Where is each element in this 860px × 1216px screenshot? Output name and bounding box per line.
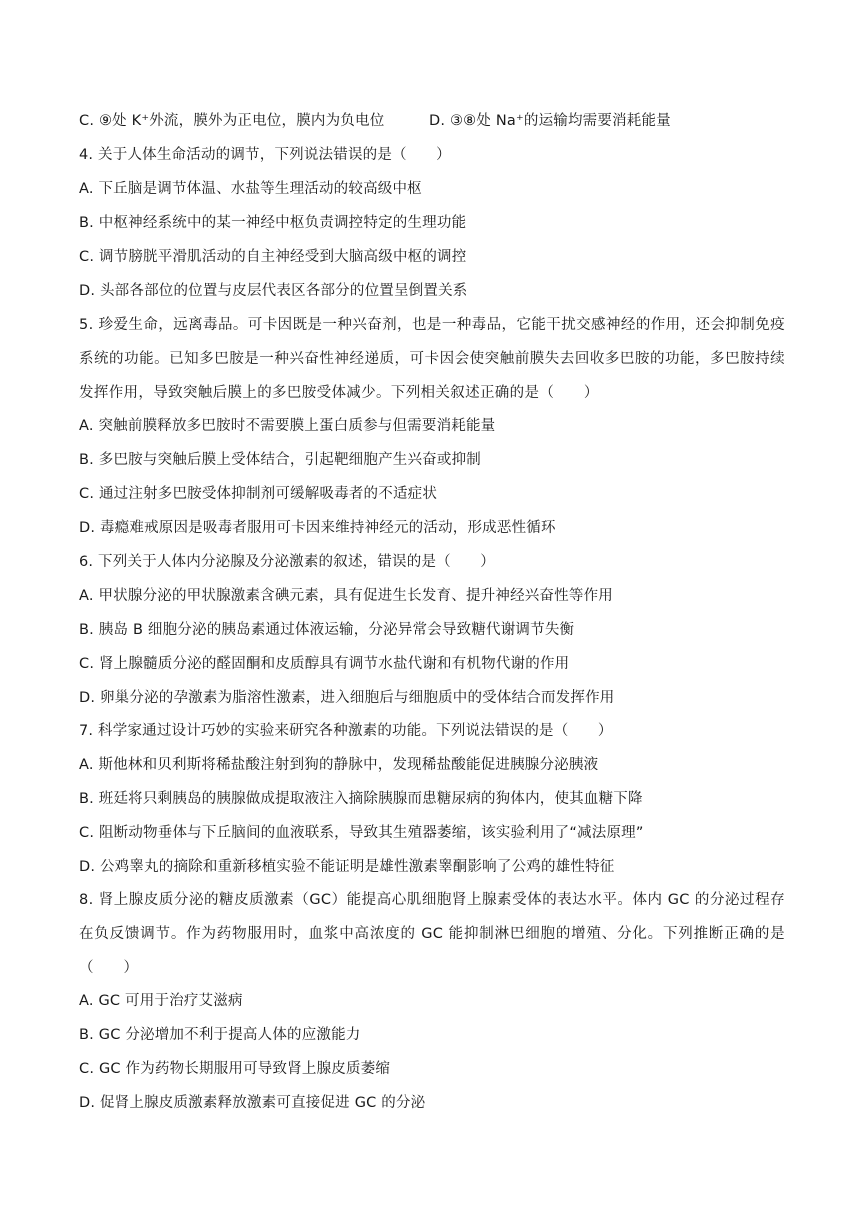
q6-option-d: D. 卵巢分泌的孕激素为脂溶性激素，进入细胞后与细胞质中的受体结合而发挥作用 bbox=[79, 690, 615, 706]
q5-option-b: B. 多巴胺与突触后膜上受体结合，引起靶细胞产生兴奋或抑制 bbox=[79, 452, 481, 468]
q5-stem: 5. 珍爱生命，远离毒品。可卡因既是一种兴奋剂，也是一种毒品，它能干扰交感神经的作用，还会抑制免疫系统的功能。已知多巴胺是一种兴奋性神经递质，可卡因会使突触前膜失去回收多巴胺的功能，多巴胺持续发挥作用，导致突触后膜上的多巴胺受体减少。下列相关叙述正确的是（ ） bbox=[79, 317, 785, 401]
q4-option-d: D. 头部各部位的位置与皮层代表区各部分的位置呈倒置关系 bbox=[79, 283, 468, 299]
q4-option-a: A. 下丘脑是调节体温、水盐等生理活动的较高级中枢 bbox=[79, 181, 422, 197]
q5-option-c: C. 通过注射多巴胺受体抑制剂可缓解吸毒者的不适症状 bbox=[79, 486, 438, 502]
q7-option-c: C. 阻断动物垂体与下丘脑间的血液联系，导致其生殖器萎缩，该实验利用了“减法原理” bbox=[79, 825, 644, 841]
q8-option-a: A. GC 可用于治疗艾滋病 bbox=[79, 993, 243, 1009]
q6-option-c: C. 肾上腺髓质分泌的醛固酮和皮质醇具有调节水盐代谢和有机物代谢的作用 bbox=[79, 656, 570, 672]
q6-option-b: B. 胰岛 B 细胞分泌的胰岛素通过体液运输，分泌异常会导致糖代谢调节失衡 bbox=[79, 622, 575, 638]
q7-option-d: D. 公鸡睾丸的摘除和重新移植实验不能证明是雄性激素睾酮影响了公鸡的雄性特征 bbox=[79, 859, 615, 875]
q5-option-a: A. 突触前膜释放多巴胺时不需要膜上蛋白质参与但需要消耗能量 bbox=[79, 418, 496, 434]
q7-option-b: B. 班廷将只剩胰岛的胰腺做成提取液注入摘除胰腺而患糖尿病的狗体内，使其血糖下降 bbox=[79, 791, 643, 807]
q3-option-c: C. ⑨处 K⁺外流，膜外为正电位，膜内为负电位 bbox=[79, 113, 385, 129]
q7-stem: 7. 科学家通过设计巧妙的实验来研究各种激素的功能。下列说法错误的是（ ） bbox=[79, 723, 613, 739]
q4-option-c: C. 调节膀胱平滑肌活动的自主神经受到大脑高级中枢的调控 bbox=[79, 249, 467, 265]
q8-option-b: B. GC 分泌增加不利于提高人体的应激能力 bbox=[79, 1027, 361, 1043]
q8-option-d: D. 促肾上腺皮质激素释放激素可直接促进 GC 的分泌 bbox=[79, 1095, 426, 1111]
q6-option-a: A. 甲状腺分泌的甲状腺激素含碘元素，具有促进生长发育、提升神经兴奋性等作用 bbox=[79, 588, 613, 604]
q5-option-d: D. 毒瘾难戒原因是吸毒者服用可卡因来维持神经元的活动，形成恶性循环 bbox=[79, 520, 556, 536]
q6-stem: 6. 下列关于人体内分泌腺及分泌激素的叙述，错误的是（ ） bbox=[79, 554, 495, 570]
q8-stem: 8. 肾上腺皮质分泌的糖皮质激素（GC）能提高心肌细胞肾上腺素受体的表达水平。体内 GC 的分泌过程存在负反馈调节。作为药物服用时，血浆中高浓度的 GC 能抑制淋巴细胞的增殖、分化。下列推断正确的是（ ） bbox=[79, 892, 785, 976]
q4-stem: 4. 关于人体生命活动的调节，下列说法错误的是（ ） bbox=[79, 147, 451, 163]
q8-option-c: C. GC 作为药物长期服用可导致肾上腺皮质萎缩 bbox=[79, 1061, 391, 1077]
q3-options-cd bbox=[79, 111, 789, 131]
q4-option-b: B. 中枢神经系统中的某一神经中枢负责调控特定的生理功能 bbox=[79, 215, 467, 231]
q3-option-d: D. ③⑧处 Na⁺的运输均需要消耗能量 bbox=[429, 113, 671, 129]
q7-option-a: A. 斯他林和贝利斯将稀盐酸注射到狗的静脉中，发现稀盐酸能促进胰腺分泌胰液 bbox=[79, 757, 599, 773]
